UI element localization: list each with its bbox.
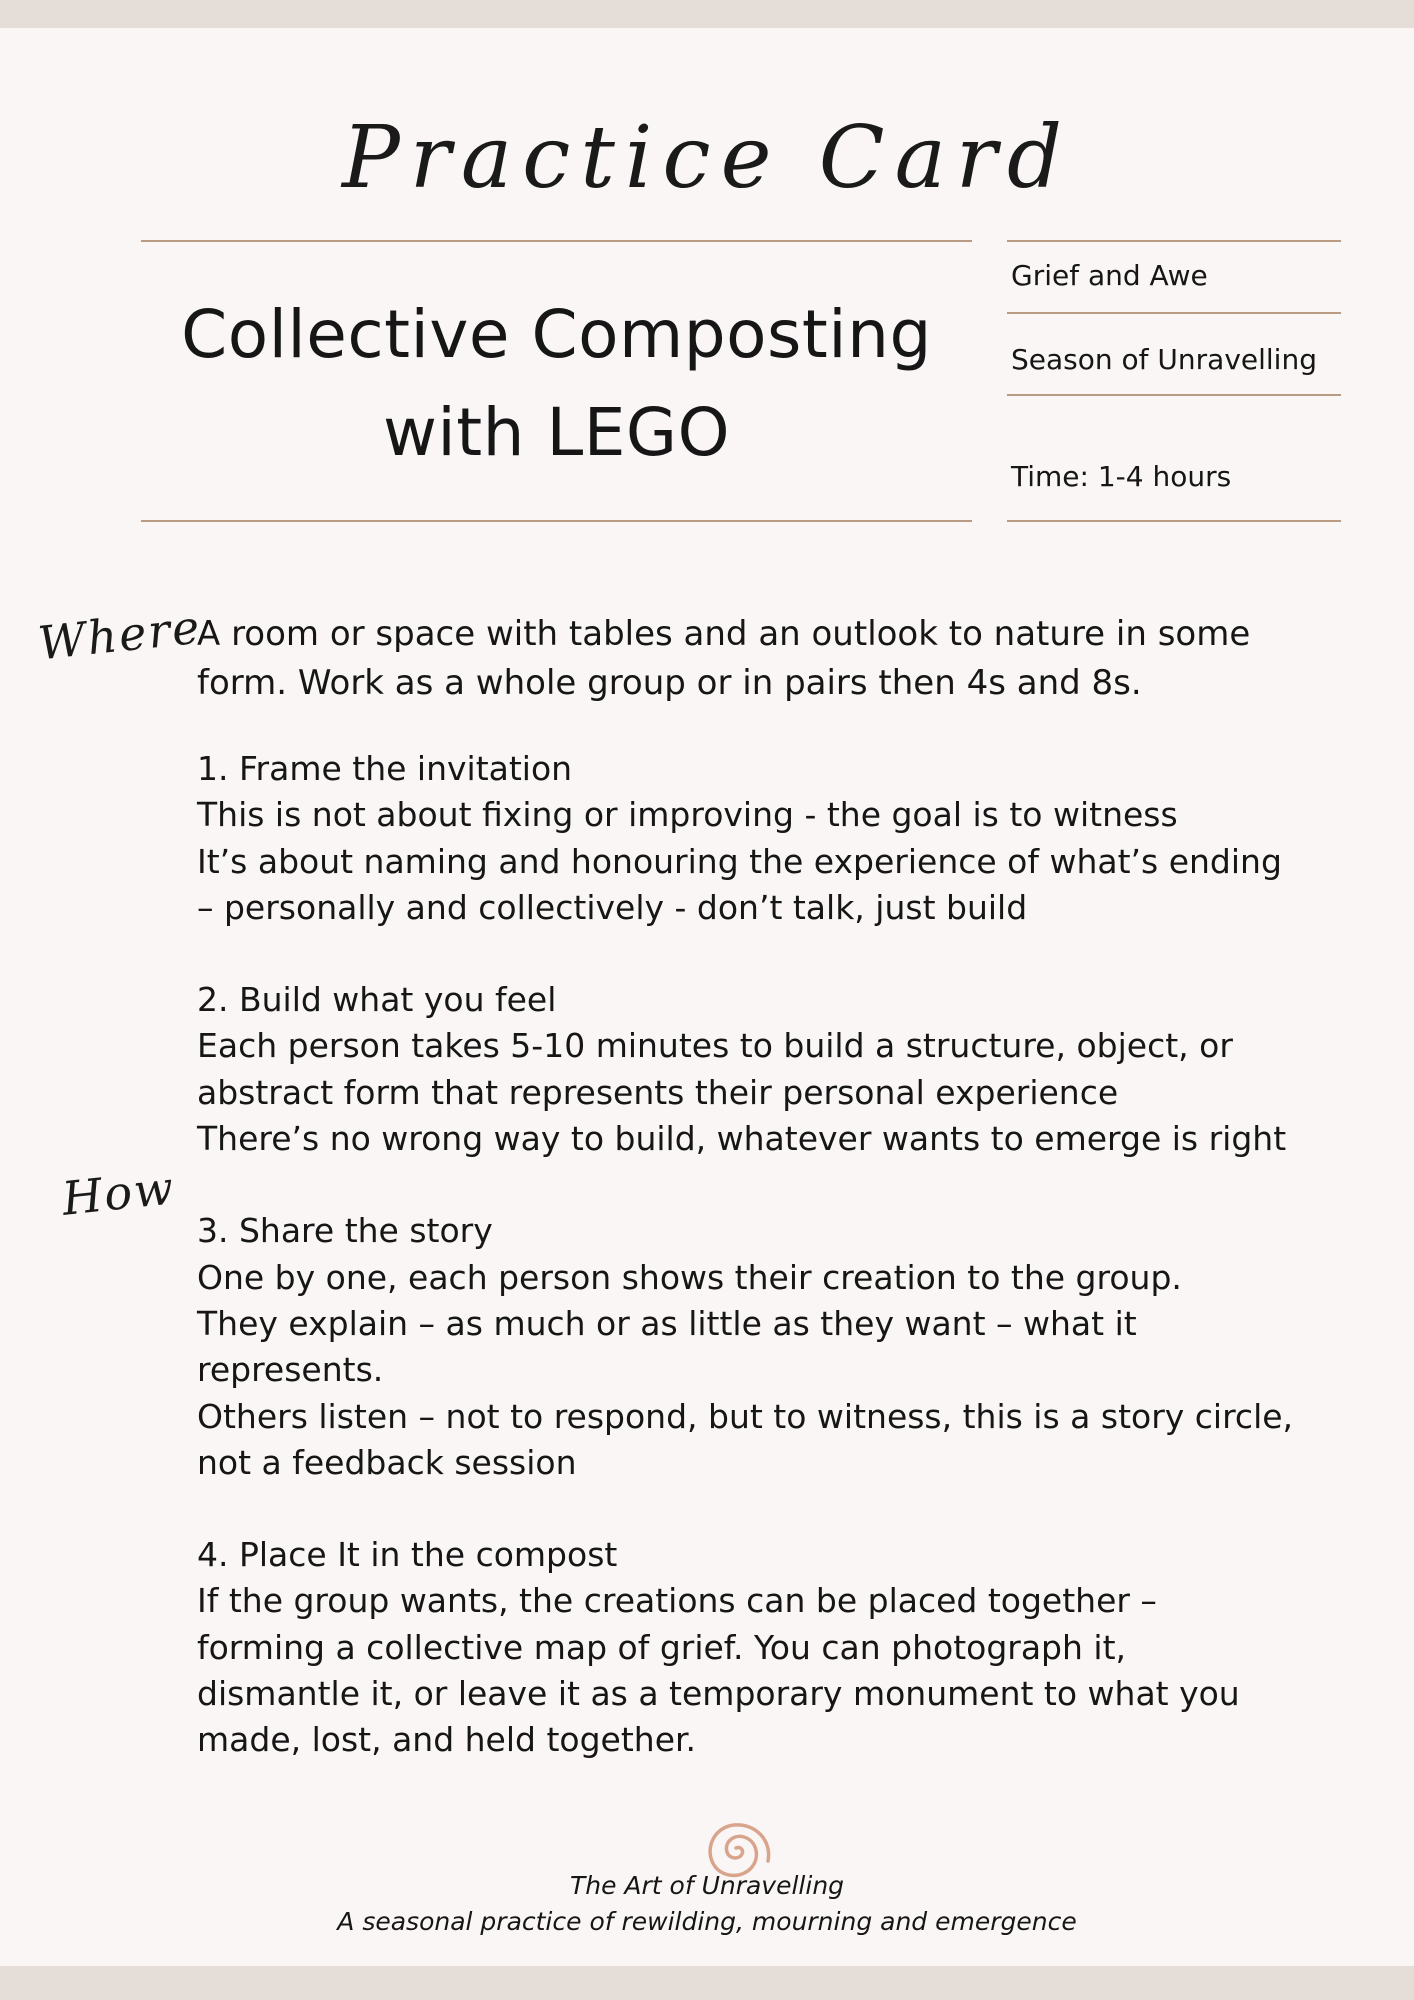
meta-rule-1 <box>1007 240 1341 242</box>
step-line: Each person takes 5-10 minutes to build a structure, object, or <box>197 1026 1233 1066</box>
step-line: – personally and collectively - don’t talk, just build <box>197 887 1028 927</box>
practice-card <box>0 28 1414 1966</box>
how-steps <box>197 746 1347 1764</box>
practice-title-line1: Collective Composting <box>181 296 932 373</box>
title-top-rule <box>141 240 972 242</box>
step-line: made, lost, and held together. <box>197 1720 697 1760</box>
where-text <box>197 610 1347 708</box>
footer-brand: The Art of Unravelling <box>569 1871 845 1900</box>
step-line: not a feedback session <box>197 1442 577 1482</box>
meta-time: Time: 1-4 hours <box>1011 460 1232 493</box>
step-line: There’s no wrong way to build, whatever wants to emerge is right <box>197 1119 1287 1159</box>
where-line: form. Work as a whole group or in pairs then 4s and 8s. <box>197 663 1142 703</box>
step-spacer <box>197 1486 1347 1532</box>
step-heading: 1. Frame the invitation <box>197 749 573 788</box>
step-spacer <box>197 931 1347 977</box>
step-line: dismantle it, or leave it as a temporary monument to what you <box>197 1674 1240 1714</box>
where-line: A room or space with tables and an outlook to nature in some <box>197 614 1251 654</box>
step-line: It’s about naming and honouring the experience of what’s ending <box>197 841 1282 881</box>
step-spacer <box>197 1162 1347 1208</box>
meta-rule-2 <box>1007 312 1341 314</box>
step-line: This is not about fixing or improving - the goal is to witness <box>197 795 1178 835</box>
step-heading: 3. Share the story <box>197 1211 493 1251</box>
how-label: How <box>59 1160 178 1226</box>
card-type-title: Practice Card <box>341 108 1073 208</box>
step-line: represents. <box>197 1350 384 1390</box>
step-line: Others listen – not to respond, but to witness, this is a story circle, <box>197 1396 1294 1436</box>
practice-title-line2: with LEGO <box>382 394 731 471</box>
practice-title <box>141 286 972 482</box>
step-heading: 2. Build what you feel <box>197 980 557 1020</box>
meta-theme: Grief and Awe <box>1011 259 1208 292</box>
step-line: One by one, each person shows their creation to the group. <box>197 1257 1182 1297</box>
step-heading: 4. Place It in the compost <box>197 1535 618 1575</box>
meta-rule-4 <box>1007 520 1341 522</box>
where-label: Where <box>35 599 204 671</box>
meta-rule-3 <box>1007 394 1341 396</box>
step-line: They explain – as much or as little as they want – what it <box>197 1303 1137 1343</box>
meta-season: Season of Unravelling <box>1011 343 1317 376</box>
step-line: abstract form that represents their personal experience <box>197 1072 1119 1112</box>
step-line: If the group wants, the creations can be placed together – <box>197 1581 1157 1621</box>
title-bottom-rule <box>141 520 972 522</box>
step-line: forming a collective map of grief. You can photograph it, <box>197 1627 1127 1667</box>
footer-tagline: A seasonal practice of rewilding, mourning and emergence <box>337 1907 1077 1936</box>
